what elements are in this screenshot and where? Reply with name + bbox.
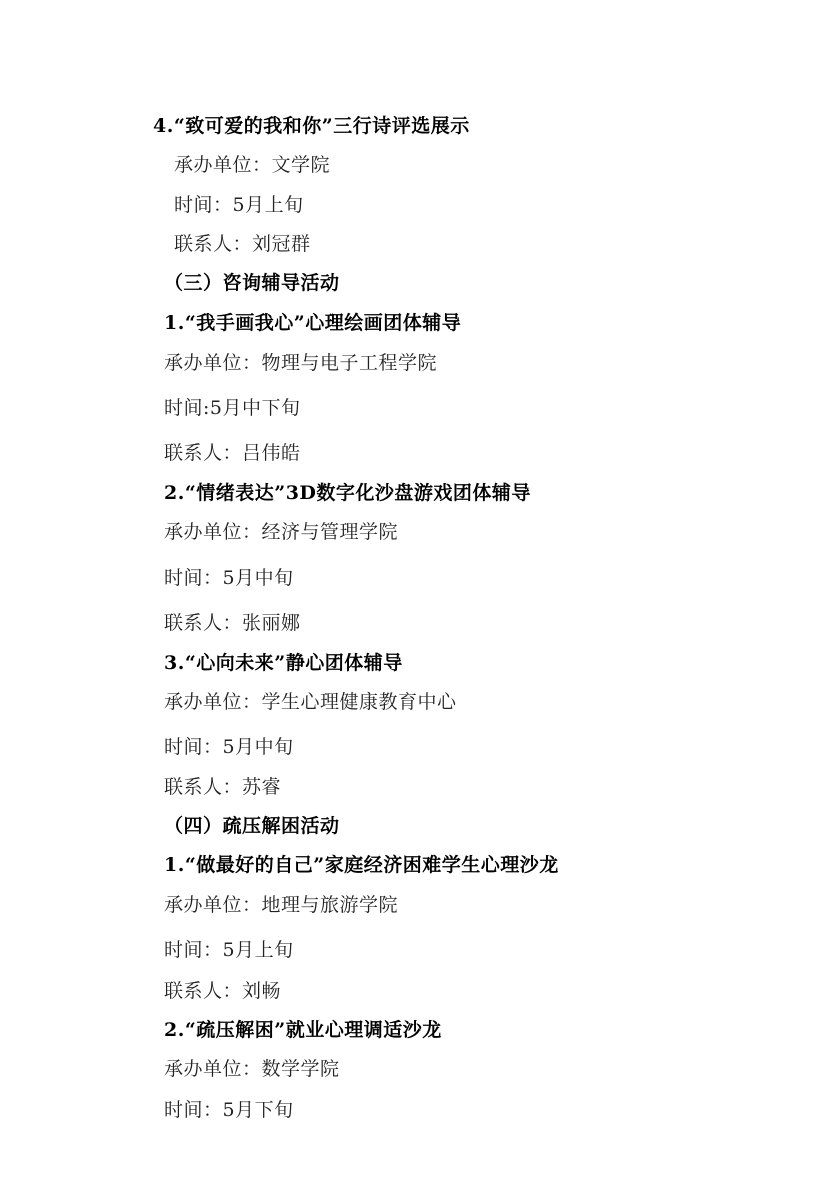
time-line: 时间：5月中旬 xyxy=(164,736,294,758)
time-line: 时间：5月下旬 xyxy=(164,1099,294,1121)
item-title-bold: 2.“疏压解困” xyxy=(164,1019,286,1041)
time-line: 时间:5月中下旬 xyxy=(164,397,301,419)
item-title xyxy=(164,1018,442,1042)
contact-line: 联系人：苏睿 xyxy=(164,776,282,798)
time-line: 时间：5月中旬 xyxy=(164,567,294,589)
item-title-bold: 4.“致可爱的我和你” xyxy=(153,115,334,137)
organizer-line: 承办单位：经济与管理学院 xyxy=(164,521,399,543)
item-title xyxy=(164,311,461,335)
contact-line: 联系人：刘畅 xyxy=(164,980,282,1002)
item-title xyxy=(164,651,403,675)
organizer-line: 承办单位：文学院 xyxy=(174,154,331,176)
organizer-line: 承办单位：学生心理健康教育中心 xyxy=(164,691,457,713)
item-title xyxy=(164,481,531,505)
item-title-bold: 2.“情绪表达” xyxy=(164,482,286,504)
item-title-rest: 三行诗评选展示 xyxy=(333,115,470,137)
time-line: 时间：5月上旬 xyxy=(164,939,294,961)
item-title-rest: 3D数字化沙盘游戏团体辅导 xyxy=(285,482,531,504)
contact-line: 联系人：吕伟皓 xyxy=(164,442,301,464)
organizer-line: 承办单位：地理与旅游学院 xyxy=(164,894,399,916)
item-title-rest: 心理绘画团体辅导 xyxy=(305,312,462,334)
section-heading: （四）疏压解困活动 xyxy=(164,815,340,837)
item-title-bold: 1.“我手画我心” xyxy=(164,312,306,334)
contact-line: 联系人：刘冠群 xyxy=(174,233,311,255)
item-title-rest: 静心团体辅导 xyxy=(285,652,403,674)
organizer-line: 承办单位：物理与电子工程学院 xyxy=(164,352,438,374)
item-title xyxy=(153,114,470,138)
item-title-rest: 就业心理调适沙龙 xyxy=(285,1019,442,1041)
time-line: 时间：5月上旬 xyxy=(174,194,304,216)
item-title-bold: 1.“做最好的自己” xyxy=(164,854,325,876)
contact-line: 联系人：张丽娜 xyxy=(164,612,301,634)
organizer-line: 承办单位：数学学院 xyxy=(164,1058,340,1080)
item-title xyxy=(164,853,559,877)
item-title-rest: 家庭经济困难学生心理沙龙 xyxy=(324,854,559,876)
section-heading: （三）咨询辅导活动 xyxy=(164,272,340,294)
item-title-bold: 3.“心向未来” xyxy=(164,652,286,674)
